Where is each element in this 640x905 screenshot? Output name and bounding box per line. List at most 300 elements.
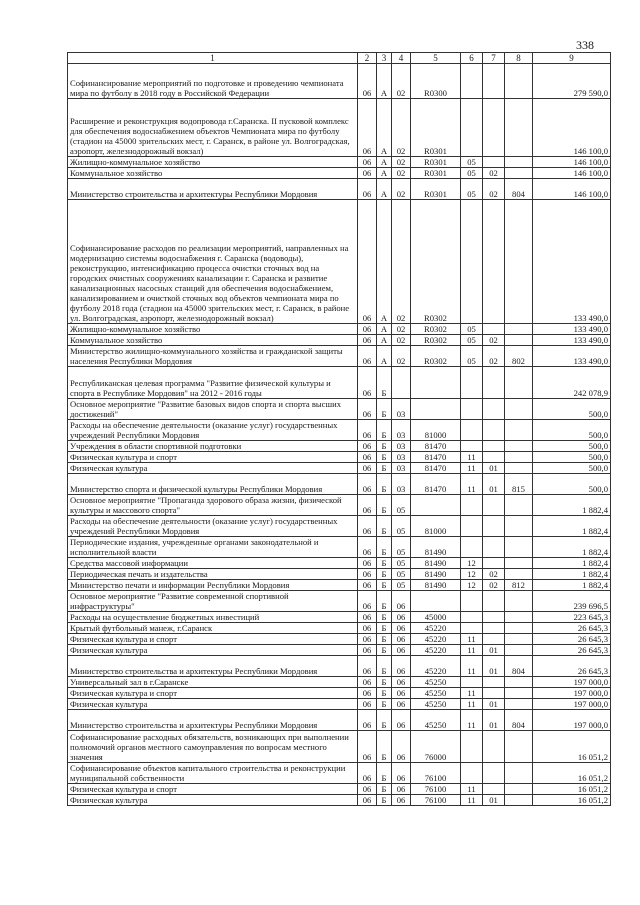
code-cell: 06 <box>358 420 377 441</box>
amount-cell: 16 051,2 <box>533 795 611 806</box>
code-cell: 02 <box>392 64 411 99</box>
code-cell: 02 <box>483 168 505 179</box>
code-cell: 81000 <box>411 516 461 537</box>
code-cell: R0301 <box>411 157 461 168</box>
description-cell: Крытый футбольный манеж, г.Саранск <box>68 623 358 634</box>
description-cell: Министерство печати и информации Республики Мордовия <box>68 580 358 591</box>
code-cell: 06 <box>358 516 377 537</box>
code-cell <box>483 441 505 452</box>
amount-cell: 500,0 <box>533 474 611 495</box>
code-cell: 81470 <box>411 463 461 474</box>
code-cell <box>483 558 505 569</box>
description-cell: Физическая культура <box>68 463 358 474</box>
code-cell <box>505 399 533 420</box>
table-row <box>68 623 611 634</box>
code-cell <box>505 795 533 806</box>
code-cell: 06 <box>358 591 377 612</box>
description-cell: Средства массовой информации <box>68 558 358 569</box>
code-cell: 06 <box>358 580 377 591</box>
code-cell: Б <box>377 367 392 399</box>
description-cell: Расходы на обеспечение деятельности (оказание услуг) государственных учреждений Республики Мордовия <box>68 420 358 441</box>
code-cell: R0302 <box>411 335 461 346</box>
table-row <box>68 656 611 677</box>
code-cell <box>505 324 533 335</box>
code-cell: 06 <box>358 699 377 710</box>
code-cell: 03 <box>392 474 411 495</box>
code-cell: 815 <box>505 474 533 495</box>
description-cell: Учреждения в области спортивной подготовки <box>68 441 358 452</box>
code-cell: 05 <box>392 516 411 537</box>
description-cell: Расходы на осуществление бюджетных инвестиций <box>68 612 358 623</box>
code-cell: R0302 <box>411 324 461 335</box>
code-cell: 81490 <box>411 558 461 569</box>
amount-cell: 197 000,0 <box>533 699 611 710</box>
code-cell: 81470 <box>411 474 461 495</box>
table-row <box>68 710 611 731</box>
column-header: 7 <box>483 53 505 64</box>
code-cell <box>505 495 533 516</box>
code-cell <box>411 591 461 612</box>
code-cell <box>461 420 483 441</box>
code-cell: 01 <box>483 463 505 474</box>
code-cell: 06 <box>358 463 377 474</box>
code-cell: 06 <box>358 677 377 688</box>
code-cell: 45220 <box>411 623 461 634</box>
code-cell <box>461 677 483 688</box>
code-cell: Б <box>377 795 392 806</box>
table-row <box>68 763 611 784</box>
code-cell <box>505 569 533 580</box>
code-cell <box>483 399 505 420</box>
code-cell: 06 <box>358 157 377 168</box>
table-row <box>68 699 611 710</box>
code-cell <box>505 645 533 656</box>
code-cell: 06 <box>358 656 377 677</box>
code-cell <box>505 516 533 537</box>
code-cell: 05 <box>392 580 411 591</box>
code-cell: 06 <box>358 452 377 463</box>
table-row <box>68 688 611 699</box>
code-cell: 06 <box>358 688 377 699</box>
code-cell: 05 <box>392 558 411 569</box>
amount-cell: 197 000,0 <box>533 710 611 731</box>
code-cell: 02 <box>483 569 505 580</box>
code-cell: 06 <box>358 623 377 634</box>
code-cell <box>461 441 483 452</box>
code-cell <box>483 784 505 795</box>
code-cell: 06 <box>392 731 411 763</box>
amount-cell: 500,0 <box>533 441 611 452</box>
code-cell: Б <box>377 463 392 474</box>
code-cell: 03 <box>392 399 411 420</box>
code-cell: 11 <box>461 688 483 699</box>
code-cell: Б <box>377 558 392 569</box>
code-cell: Б <box>377 591 392 612</box>
code-cell <box>505 558 533 569</box>
table-row <box>68 99 611 157</box>
description-cell: Физическая культура <box>68 795 358 806</box>
description-cell: Основное мероприятие "Развитие базовых видов спорта и спорта высших достижений" <box>68 399 358 420</box>
table-row <box>68 537 611 558</box>
description-cell: Министерство жилищно-коммунального хозяйства и гражданской защиты населения Республики Мордовия <box>68 346 358 367</box>
code-cell <box>483 591 505 612</box>
amount-cell: 146 100,0 <box>533 157 611 168</box>
code-cell: Б <box>377 763 392 784</box>
code-cell <box>461 367 483 399</box>
code-cell: 81490 <box>411 569 461 580</box>
description-cell: Софинансирование расходных обязательств, возникающих при выполнении полномочий органов местного самоуправления по вопросам местного значения <box>68 731 358 763</box>
description-cell: Физическая культура и спорт <box>68 688 358 699</box>
column-header: 6 <box>461 53 483 64</box>
amount-cell: 133 490,0 <box>533 200 611 324</box>
code-cell: 02 <box>392 168 411 179</box>
table-row <box>68 346 611 367</box>
code-cell: 06 <box>392 710 411 731</box>
table-row <box>68 569 611 580</box>
code-cell: 06 <box>358 634 377 645</box>
budget-table <box>67 52 611 806</box>
column-header: 1 <box>68 53 358 64</box>
code-cell: 06 <box>358 346 377 367</box>
code-cell <box>483 420 505 441</box>
code-cell: 06 <box>392 784 411 795</box>
code-cell: 76100 <box>411 795 461 806</box>
amount-cell: 1 882,4 <box>533 569 611 580</box>
code-cell: 812 <box>505 580 533 591</box>
code-cell: 81470 <box>411 452 461 463</box>
code-cell: 01 <box>483 795 505 806</box>
code-cell: А <box>377 324 392 335</box>
code-cell <box>505 699 533 710</box>
code-cell <box>461 64 483 99</box>
code-cell: 05 <box>392 569 411 580</box>
amount-cell: 1 882,4 <box>533 537 611 558</box>
code-cell <box>461 731 483 763</box>
code-cell: 11 <box>461 645 483 656</box>
code-cell: 06 <box>358 335 377 346</box>
description-cell: Софинансирование расходов по реализации мероприятий, направленных на модернизацию системы водоснабжения г. Саранска (водоводы), реконструкцию, интенсификацию процесса очистки сточных вод на городских очистных сооружениях канализации г. Саранска и развитие канализационных насосных станций для обеспечения водоснабжением, канализированием и очисткой сточных вод объектов чемпионата мира по футболу 2018 года (стадион на 45000 зрительских мест, г. Саранск, в районе ул. Волгоградская, аэропорт, железнодорожный вокзал) <box>68 200 358 324</box>
code-cell: Б <box>377 399 392 420</box>
table-row <box>68 452 611 463</box>
code-cell <box>483 452 505 463</box>
code-cell: Б <box>377 537 392 558</box>
description-cell: Министерство спорта и физической культуры Республики Мордовия <box>68 474 358 495</box>
code-cell: 01 <box>483 656 505 677</box>
code-cell <box>505 731 533 763</box>
code-cell: 804 <box>505 179 533 200</box>
code-cell: 06 <box>358 441 377 452</box>
code-cell: 45220 <box>411 645 461 656</box>
code-cell <box>461 516 483 537</box>
code-cell: 06 <box>392 623 411 634</box>
code-cell: Б <box>377 580 392 591</box>
table-row <box>68 580 611 591</box>
code-cell: 45250 <box>411 688 461 699</box>
code-cell: 06 <box>358 495 377 516</box>
code-cell: Б <box>377 441 392 452</box>
code-cell <box>505 612 533 623</box>
amount-cell: 146 100,0 <box>533 179 611 200</box>
code-cell <box>411 367 461 399</box>
code-cell <box>461 591 483 612</box>
code-cell: 05 <box>392 537 411 558</box>
code-cell: А <box>377 168 392 179</box>
code-cell: 06 <box>392 612 411 623</box>
column-header: 8 <box>505 53 533 64</box>
code-cell: 12 <box>461 569 483 580</box>
amount-cell: 279 590,0 <box>533 64 611 99</box>
code-cell: 06 <box>392 795 411 806</box>
code-cell: 06 <box>358 612 377 623</box>
column-header: 2 <box>358 53 377 64</box>
code-cell: 11 <box>461 474 483 495</box>
code-cell: 02 <box>483 346 505 367</box>
amount-cell: 223 645,3 <box>533 612 611 623</box>
amount-cell: 239 696,5 <box>533 591 611 612</box>
amount-cell: 1 882,4 <box>533 558 611 569</box>
table-row <box>68 441 611 452</box>
code-cell <box>505 441 533 452</box>
code-cell: 06 <box>358 763 377 784</box>
code-cell: Б <box>377 656 392 677</box>
amount-cell: 26 645,3 <box>533 623 611 634</box>
code-cell: Б <box>377 474 392 495</box>
code-cell: Б <box>377 731 392 763</box>
code-cell: Б <box>377 569 392 580</box>
code-cell: 45220 <box>411 634 461 645</box>
code-cell: 02 <box>392 335 411 346</box>
code-cell: 11 <box>461 452 483 463</box>
code-cell: 76100 <box>411 763 461 784</box>
code-cell: 06 <box>358 367 377 399</box>
code-cell: 06 <box>358 64 377 99</box>
code-cell: 02 <box>483 179 505 200</box>
code-cell: 06 <box>358 200 377 324</box>
code-cell <box>483 677 505 688</box>
code-cell: 802 <box>505 346 533 367</box>
code-cell: R0300 <box>411 64 461 99</box>
code-cell <box>483 731 505 763</box>
code-cell: 06 <box>358 474 377 495</box>
code-cell: 11 <box>461 699 483 710</box>
description-cell: Физическая культура <box>68 699 358 710</box>
code-cell: 05 <box>461 157 483 168</box>
code-cell <box>483 763 505 784</box>
code-cell <box>461 99 483 157</box>
description-cell: Периодические издания, учрежденные органами законодательной и исполнительной власти <box>68 537 358 558</box>
amount-cell: 1 882,4 <box>533 495 611 516</box>
code-cell: Б <box>377 688 392 699</box>
code-cell: 06 <box>358 99 377 157</box>
code-cell: Б <box>377 623 392 634</box>
code-cell <box>483 688 505 699</box>
code-cell: Б <box>377 699 392 710</box>
code-cell: Б <box>377 452 392 463</box>
table-row <box>68 157 611 168</box>
table-row <box>68 474 611 495</box>
code-cell: 05 <box>461 346 483 367</box>
table-row <box>68 591 611 612</box>
description-cell: Министерство строительства и архитектуры Республики Мордовия <box>68 179 358 200</box>
amount-cell: 500,0 <box>533 463 611 474</box>
column-header: 5 <box>411 53 461 64</box>
code-cell <box>505 688 533 699</box>
column-header: 3 <box>377 53 392 64</box>
description-cell: Республиканская целевая программа "Развитие физической культуры и спорта в Республике Мордовия" на 2012 - 2016 годы <box>68 367 358 399</box>
code-cell: 03 <box>392 452 411 463</box>
amount-cell: 146 100,0 <box>533 168 611 179</box>
code-cell <box>505 763 533 784</box>
table-row <box>68 634 611 645</box>
code-cell: 12 <box>461 580 483 591</box>
code-cell <box>461 495 483 516</box>
code-cell: Б <box>377 612 392 623</box>
table-row <box>68 399 611 420</box>
code-cell <box>461 399 483 420</box>
code-cell <box>483 324 505 335</box>
amount-cell: 16 051,2 <box>533 763 611 784</box>
code-cell: 03 <box>392 463 411 474</box>
code-cell <box>505 677 533 688</box>
code-cell: 81490 <box>411 537 461 558</box>
code-cell <box>505 591 533 612</box>
table-row <box>68 335 611 346</box>
description-cell: Коммунальное хозяйство <box>68 335 358 346</box>
code-cell <box>505 367 533 399</box>
description-cell: Министерство строительства и архитектуры Республики Мордовия <box>68 710 358 731</box>
table-row <box>68 784 611 795</box>
code-cell: 02 <box>483 335 505 346</box>
amount-cell: 16 051,2 <box>533 731 611 763</box>
code-cell: 12 <box>461 558 483 569</box>
code-cell: 45220 <box>411 656 461 677</box>
table-row <box>68 200 611 324</box>
description-cell: Универсальный зал в г.Саранске <box>68 677 358 688</box>
description-cell: Жилищно-коммунальное хозяйство <box>68 324 358 335</box>
table-row <box>68 612 611 623</box>
table-row <box>68 558 611 569</box>
code-cell <box>483 367 505 399</box>
code-cell <box>483 64 505 99</box>
code-cell: R0301 <box>411 99 461 157</box>
code-cell: R0302 <box>411 346 461 367</box>
code-cell: Б <box>377 710 392 731</box>
code-cell: 45250 <box>411 710 461 731</box>
code-cell <box>505 623 533 634</box>
amount-cell: 242 078,9 <box>533 367 611 399</box>
code-cell: Б <box>377 516 392 537</box>
code-cell <box>483 516 505 537</box>
code-cell: 06 <box>358 399 377 420</box>
code-cell <box>505 420 533 441</box>
code-cell: 03 <box>392 441 411 452</box>
code-cell: А <box>377 157 392 168</box>
code-cell <box>505 157 533 168</box>
code-cell <box>461 763 483 784</box>
code-cell <box>411 495 461 516</box>
description-cell: Жилищно-коммунальное хозяйство <box>68 157 358 168</box>
code-cell: 01 <box>483 474 505 495</box>
amount-cell: 197 000,0 <box>533 677 611 688</box>
code-cell: 06 <box>358 569 377 580</box>
code-cell: Б <box>377 784 392 795</box>
amount-cell: 500,0 <box>533 399 611 420</box>
code-cell <box>505 537 533 558</box>
code-cell: Б <box>377 677 392 688</box>
code-cell: 05 <box>392 495 411 516</box>
code-cell: 804 <box>505 656 533 677</box>
code-cell <box>505 784 533 795</box>
amount-cell: 133 490,0 <box>533 324 611 335</box>
description-cell: Министерство строительства и архитектуры Республики Мордовия <box>68 656 358 677</box>
table-row <box>68 795 611 806</box>
code-cell <box>483 200 505 324</box>
code-cell: R0302 <box>411 200 461 324</box>
description-cell: Коммунальное хозяйство <box>68 168 358 179</box>
amount-cell: 500,0 <box>533 452 611 463</box>
code-cell: 06 <box>392 656 411 677</box>
code-cell: 06 <box>358 324 377 335</box>
code-cell: А <box>377 99 392 157</box>
code-cell <box>505 200 533 324</box>
code-cell <box>505 335 533 346</box>
code-cell: R0301 <box>411 179 461 200</box>
description-cell: Софинансирование мероприятий по подготовке и проведению чемпионата мира по футболу в 2018 году в Российской Федерации <box>68 64 358 99</box>
code-cell <box>483 623 505 634</box>
code-cell: 06 <box>358 645 377 656</box>
code-cell: 45250 <box>411 699 461 710</box>
code-cell: 06 <box>392 763 411 784</box>
amount-cell: 500,0 <box>533 420 611 441</box>
description-cell: Физическая культура и спорт <box>68 634 358 645</box>
table-row <box>68 677 611 688</box>
code-cell <box>461 623 483 634</box>
code-cell: 11 <box>461 634 483 645</box>
code-cell: А <box>377 64 392 99</box>
code-cell <box>411 399 461 420</box>
code-cell: 11 <box>461 463 483 474</box>
code-cell <box>505 99 533 157</box>
column-header: 4 <box>392 53 411 64</box>
table-row <box>68 168 611 179</box>
amount-cell: 133 490,0 <box>533 346 611 367</box>
description-cell: Периодическая печать и издательства <box>68 569 358 580</box>
code-cell: Б <box>377 645 392 656</box>
code-cell: 06 <box>392 677 411 688</box>
code-cell: R0301 <box>411 168 461 179</box>
code-cell <box>505 168 533 179</box>
code-cell: 11 <box>461 784 483 795</box>
code-cell: 06 <box>392 645 411 656</box>
code-cell: 45250 <box>411 677 461 688</box>
code-cell <box>483 537 505 558</box>
code-cell: 11 <box>461 710 483 731</box>
code-cell: 76100 <box>411 784 461 795</box>
code-cell: 11 <box>461 795 483 806</box>
code-cell <box>483 495 505 516</box>
code-cell <box>461 200 483 324</box>
amount-cell: 197 000,0 <box>533 688 611 699</box>
code-cell: 06 <box>392 634 411 645</box>
code-cell: 03 <box>392 420 411 441</box>
description-cell: Основное мероприятие "Развитие современной спортивной инфраструктуры" <box>68 591 358 612</box>
code-cell: 81470 <box>411 441 461 452</box>
page-number: 338 <box>576 38 594 52</box>
table-row <box>68 64 611 99</box>
code-cell: 804 <box>505 710 533 731</box>
code-cell: А <box>377 346 392 367</box>
code-cell <box>505 64 533 99</box>
